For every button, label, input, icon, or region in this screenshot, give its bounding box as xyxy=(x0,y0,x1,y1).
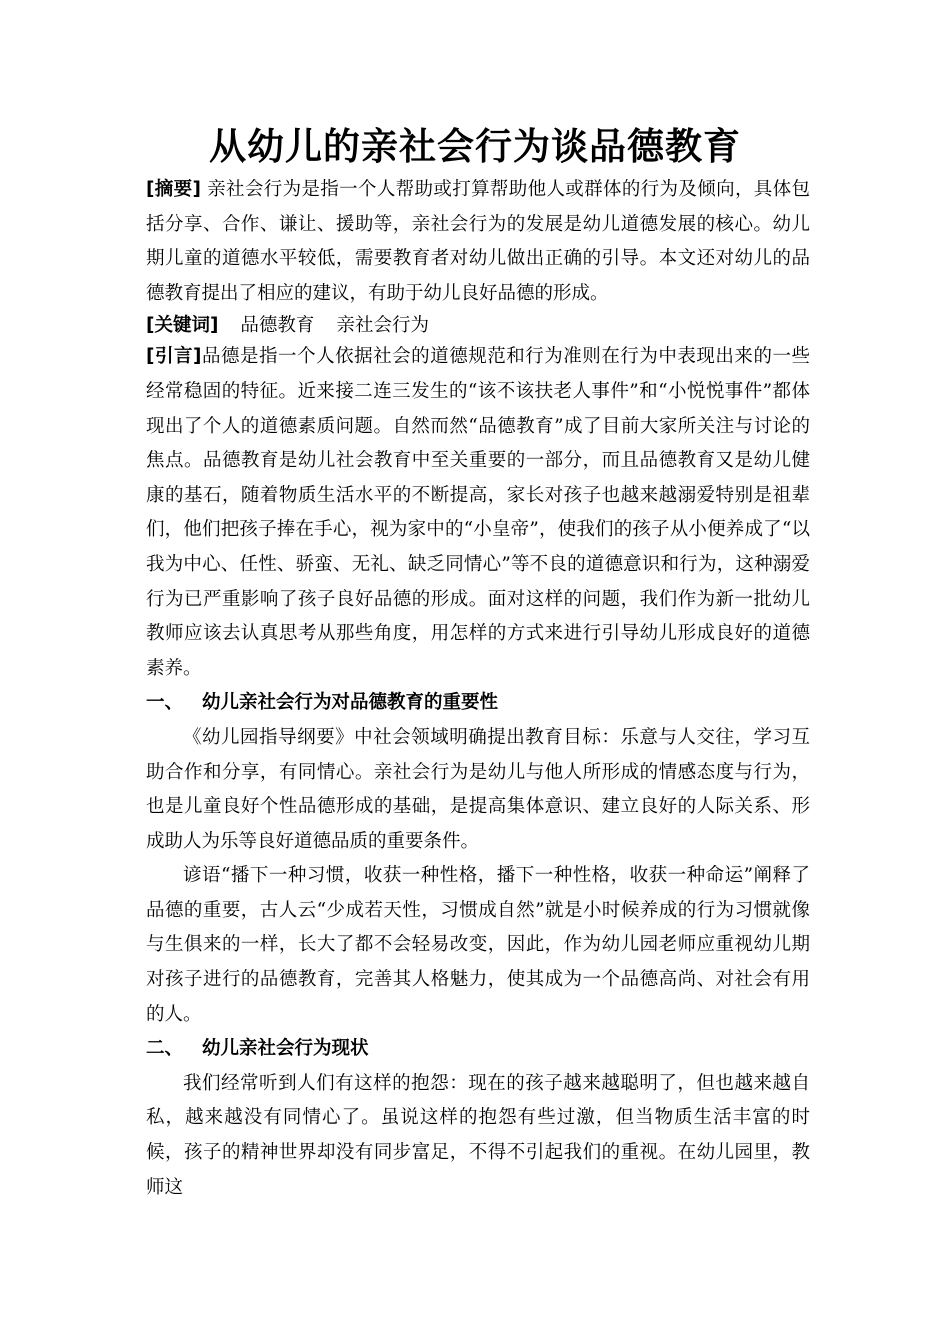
abstract-paragraph xyxy=(146,173,810,311)
section-paragraph: 谚语“播下一种习惯，收获一种性格，播下一种性格，收获一种命运”阐释了品德的重要，古人云“少成若天性，习惯成自然”就是小时候养成的行为习惯就像与生俱来的一样，长大了都不会轻易改变，因此，作为幼儿园老师应重视幼儿期对孩子进行的品德教育，完善其人格魅力，使其成为一个品德高尚、对社会有用的人。 xyxy=(146,865,810,1025)
section-paragraph: 《幼儿园指导纲要》中社会领域明确提出教育目标：乐意与人交往，学习互助合作和分享，有同情心。亲社会行为是幼儿与他人所形成的情感态度与行为，也是儿童良好个性品德形成的基础，是提高集体意识、建立良好的人际关系、形成助人为乐等良好道德品质的重要条件。 xyxy=(146,726,810,852)
section-heading xyxy=(146,1032,810,1067)
section-paragraph: 我们经常听到人们有这样的抱怨：现在的孩子越来越聪明了，但也越来越自私，越来越没有同情心了。虽说这样的抱怨有些过激，但当物质生活丰富的时候，孩子的精神世界却没有同步富足，不得不引起我们的重视。在幼儿园里，教师这 xyxy=(146,1072,810,1198)
section-number: 二、 xyxy=(146,1038,184,1060)
keyword-item: 品德教育 xyxy=(240,315,315,337)
introduction-text: 品德是指一个人依据社会的道德规范和行为准则在行为中表现出来的一些经常稳固的特征。近来接二连三发生的“该不该扶老人事件”和“小悦悦事件”都体现出了个人的道德素质问题。自然而然“品德教育”成了目前大家所关注与讨论的焦点。品德教育是幼儿社会教育中至关重要的一部分，而且品德教育又是幼儿健康的基石，随着物质生活水平的不断提高，家长对孩子也越来越溺爱特别是祖辈们，他们把孩子捧在手心，视为家中的“小皇帝”，使我们的孩子从小便养成了“以我为中心、任性、骄蛮、无礼、缺乏同情心”等不良的道德意识和行为，这种溺爱行为已严重影响了孩子良好品德的形成。面对这样的问题，我们作为新一批幼儿教师应该去认真思考从那些角度，用怎样的方式来进行引导幼儿形成良好的道德素养。 xyxy=(146,346,810,679)
section-title: 幼儿亲社会行为对品德教育的重要性 xyxy=(202,692,499,714)
document-body xyxy=(146,173,810,1205)
section-heading xyxy=(146,686,810,721)
abstract-label: [摘要] xyxy=(146,179,201,200)
keywords-label: [关键词] xyxy=(146,315,219,337)
keyword-item: 亲社会行为 xyxy=(336,315,429,337)
section-number: 一、 xyxy=(146,692,184,714)
section-title: 幼儿亲社会行为现状 xyxy=(202,1038,369,1060)
introduction-label: [引言] xyxy=(146,346,202,368)
abstract-text: 亲社会行为是指一个人帮助或打算帮助他人或群体的行为及倾向，具体包括分享、合作、谦让、援助等，亲社会行为的发展是幼儿道德发展的核心。幼儿期儿童的道德水平较低，需要教育者对幼儿做出正确的引导。本文还对幼儿的品德教育提出了相应的建议，有助于幼儿良好品德的形成。 xyxy=(146,179,810,304)
document-title: 从幼儿的亲社会行为谈品德教育 xyxy=(209,125,741,168)
keywords-paragraph xyxy=(146,311,810,340)
introduction-paragraph xyxy=(146,340,810,686)
